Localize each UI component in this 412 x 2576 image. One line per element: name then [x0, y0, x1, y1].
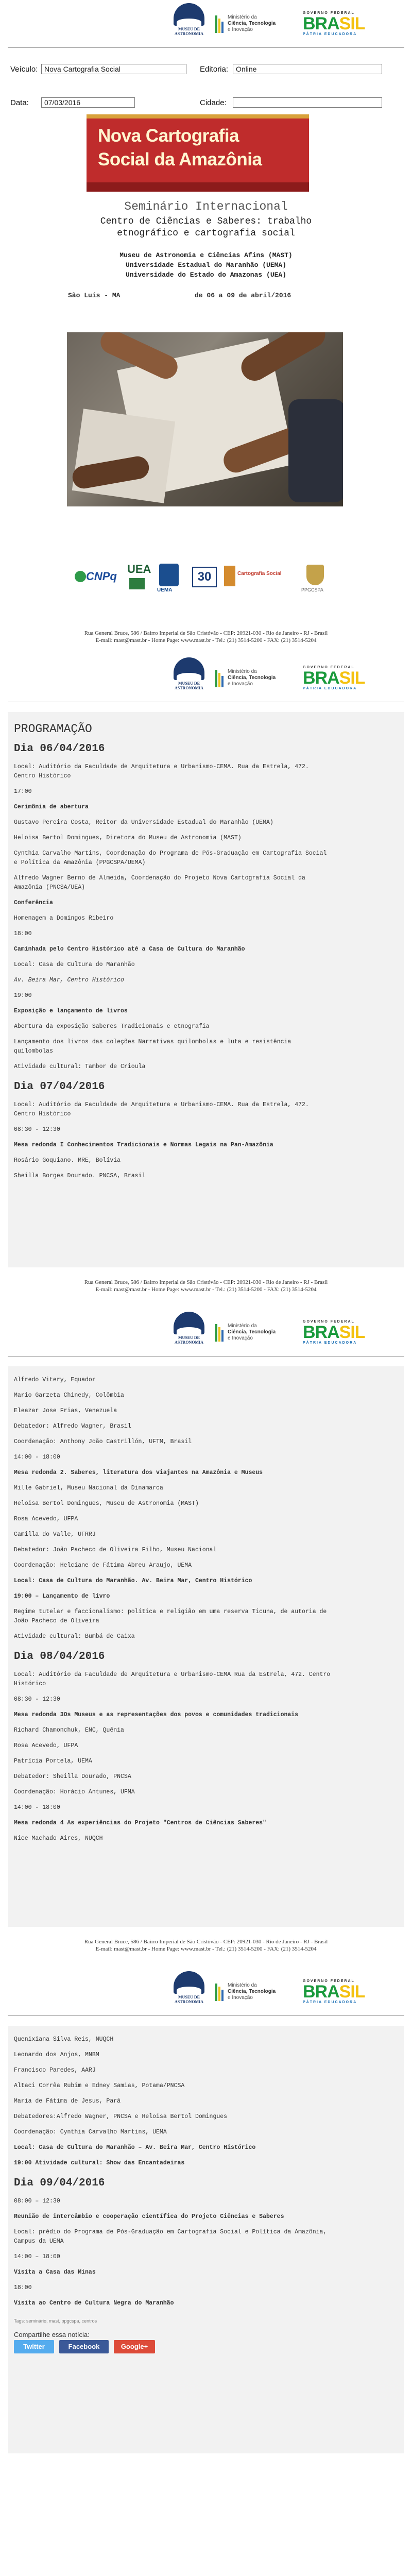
- ppgcspa-logo: PPGCSPA: [301, 562, 337, 598]
- city-label: Cidade:: [200, 98, 227, 107]
- d3-debaters: Debatedores:Alfredo Wagner, PNCSA e Heloisa Bertol Domingues: [14, 2113, 228, 2120]
- d2-culture: Atividade cultural: Bumbá de Caixa: [14, 1633, 135, 1640]
- d2-person2: Sheilla Borges Dourado. PNCSA, Brasil: [14, 1173, 146, 1179]
- city-field[interactable]: [233, 97, 382, 108]
- page-3: [0, 1309, 412, 1963]
- d1-expo1: Abertura da exposição Saberes Tradicionais e etnografia: [14, 1023, 210, 1030]
- observatory-icon: [174, 1971, 204, 1994]
- facebook-share-button[interactable]: Facebook: [59, 2340, 109, 2353]
- d2-panel1: Mesa redonda I Conhecimentos Tradicionais e Normas Legais na Pan-Amazônia: [14, 1142, 273, 1148]
- d1-expo2b: quilombolas: [14, 1048, 53, 1055]
- d3-speaker1: Nice Machado Aires, NUQCH: [14, 1835, 103, 1842]
- editoria-label: Editoria:: [200, 65, 229, 74]
- observatory-icon: [174, 657, 204, 680]
- ministry-line2: Ciência, Tecnologia: [228, 21, 276, 26]
- header-logos: [0, 0, 412, 47]
- divider: [8, 2015, 404, 2016]
- event-title3: etnográfico e cartografia social: [117, 228, 295, 239]
- d1-person3b: e Política da Amazônia (PPGCSPA/UEMA): [14, 859, 146, 866]
- d3-local2: Histórico: [14, 1681, 46, 1687]
- event-org1: Museu de Astronomia e Ciências Afins (MAST): [119, 251, 293, 259]
- mast-logo: [169, 3, 209, 44]
- brasil-logo: GOVERNO FEDERAL BRASIL PÁTRIA EDUCADORA: [303, 1979, 365, 2004]
- banner-line1: Nova Cartografia: [98, 126, 239, 146]
- d1-time2: 18:00: [14, 930, 32, 937]
- d4-time2: 14:00 – 18:00: [14, 2253, 60, 2260]
- d2-time2: 14:00 - 18:00: [14, 1454, 60, 1461]
- banner-line2: Social da Amazônia: [98, 149, 262, 170]
- mast-logo: MUSEU DE ASTRONOMIA: [169, 1971, 209, 2012]
- footer-address: Rua General Bruce, 586 / Bairro Imperial de São Cristóvão - CEP: 20921-030 - Rio de Janeiro - RJ - Brasil: [84, 1939, 328, 1945]
- d3-time3: 19:00 Atividade cultural: Show das Encantadeiras: [14, 2160, 185, 2166]
- museum-line1: MUSEU DE: [178, 27, 200, 31]
- d3-coord2: Coordenação: Cynthia Carvalho Martins, UEMA: [14, 2129, 167, 2136]
- d3-speaker3: Leonardo dos Anjos, MNBM: [14, 2052, 99, 2058]
- header-logos: [0, 1309, 412, 1356]
- d2-debater2: Debatedor: João Pacheco de Oliveira Filho, Museu Nacional: [14, 1547, 217, 1553]
- date-field[interactable]: 07/03/2016: [41, 97, 135, 108]
- cnpq-logo: CNPq: [75, 562, 121, 598]
- d1-person3: Cynthia Carvalho Martins, Coordenação do Programa de Pós-Graduação em Cartografia Social: [14, 850, 327, 857]
- date-label: Data:: [10, 98, 29, 107]
- tags-line: Tags: seminário, mast, ppgcspa, centros: [14, 2318, 97, 2324]
- d2-time3: 19:00 – Lançamento de livro: [14, 1593, 110, 1600]
- program-heading: PROGRAMAÇÃO: [14, 722, 92, 736]
- brasil-logo: [303, 11, 380, 40]
- anniversary-logo: 30: [189, 562, 219, 598]
- d2-panel2: Mesa redonda 2. Saberes, literatura dos viajantes na Amazônia e Museus: [14, 1469, 263, 1476]
- d3-panel1: Mesa redonda 3Os Museus e as representações dos povos e comunidades tradicionais: [14, 1711, 299, 1718]
- d3-local3: Local: Casa de Cultura do Maranhão – Av. Beira Mar, Centro Histórico: [14, 2144, 256, 2151]
- d2-book: Regime tutelar e faccionalismo: política e religião em uma reserva Ticuna, de autoria de: [14, 1608, 327, 1615]
- page-4: [0, 1968, 412, 2576]
- d4-time1: 08:00 – 12:30: [14, 2198, 60, 2205]
- d3-speaker6: Maria de Fátima de Jesus, Pará: [14, 2098, 121, 2105]
- ministry-line1: Ministério da: [228, 14, 257, 20]
- program-section-cont: [8, 1366, 404, 1927]
- d1-ceremony: Cerimônia de abertura: [14, 804, 89, 810]
- uea-logo: UEA: [126, 562, 153, 598]
- d2-person1: Rosário Goquiano. MRE, Bolívia: [14, 1157, 121, 1164]
- d1-person4b: Amazônia (PNCSA/UEA): [14, 884, 85, 891]
- event-photo: [67, 332, 343, 506]
- d3-person3: Patrícia Portela, UEMA: [14, 1758, 92, 1765]
- partner-logos: [75, 562, 342, 603]
- d1-person4: Alfredo Wagner Berno de Almeida, Coordenação do Projeto Nova Cartografia Social da: [14, 875, 305, 882]
- d2-coord: Coordenação: Anthony João Castrillón, UFTM, Brasil: [14, 1438, 192, 1445]
- vehicle-field[interactable]: Nova Cartografia Social: [41, 64, 186, 74]
- d1-walk: Caminhada pelo Centro Histórico até a Casa de Cultura do Maranhão: [14, 946, 245, 953]
- d2-person3: Alfredo Vitery, Equador: [14, 1377, 96, 1383]
- d1-expo: Exposição e lançamento de livros: [14, 1008, 128, 1014]
- d2-speaker3: Rosa Acevedo, UFPA: [14, 1516, 78, 1522]
- d3-time2: 14:00 - 18:00: [14, 1804, 60, 1811]
- ministry-line3: e Inovação: [228, 27, 253, 32]
- footer-contact: E-mail: mast@mast.br - Home Page: www.mast.br - Tel.: (21) 3514-5200 - FAX: (21) 3514-5204: [95, 637, 317, 643]
- program-section: [8, 712, 404, 1267]
- divider: [8, 47, 404, 48]
- brasil-logo: GOVERNO FEDERAL BRASIL PÁTRIA EDUCADORA: [303, 666, 365, 690]
- page-2: [0, 654, 412, 1303]
- d2-debater: Debatedor: Alfredo Wagner, Brasil: [14, 1423, 131, 1430]
- d2-time1: 08:30 - 12:30: [14, 1126, 60, 1133]
- d1-time1: 17:00: [14, 788, 32, 795]
- d1-person1: Gustavo Pereira Costa, Reitor da Universidade Estadual do Maranhão (UEMA): [14, 819, 273, 826]
- ministry-logo: Ministério da Ciência, Tecnologia e Inovação: [215, 1323, 293, 1344]
- day4-heading: Dia 09/04/2016: [14, 2177, 105, 2189]
- d3-person1: Richard Chamonchuk, ENC, Quênia: [14, 1727, 124, 1734]
- d3-panel2: Mesa redonda 4 As experiências do Projeto "Centros de Ciências Saberes": [14, 1820, 266, 1826]
- d3-speaker2: Quenixiana Silva Reis, NUQCH: [14, 2036, 114, 2043]
- event-title2: Centro de Ciências e Saberes: trabalho: [100, 216, 312, 227]
- gov-top: GOVERNO FEDERAL: [303, 11, 355, 15]
- d4-visit1: Visita a Casa das Minas: [14, 2269, 96, 2276]
- event-org3: Universidade do Estado do Amazonas (UEA): [125, 271, 287, 279]
- header-logos: [0, 1968, 412, 2015]
- d2-speaker2: Heloisa Bertol Domingues, Museu de Astronomia (MAST): [14, 1500, 199, 1507]
- d3-debater: Debatedor: Sheilla Dourado, PNCSA: [14, 1773, 131, 1780]
- d1-culture: Atividade cultural: Tambor de Crioula: [14, 1063, 146, 1070]
- twitter-share-button[interactable]: Twitter: [14, 2340, 54, 2353]
- d1-walk-local: Local: Casa de Cultura do Maranhão: [14, 961, 135, 968]
- footer-address: Rua General Bruce, 586 / Bairro Imperial de São Cristóvão - CEP: 20921-030 - Rio de Janeiro - RJ - Brasil: [84, 630, 328, 636]
- d1-walk-addr: Av. Beira Mar, Centro Histórico: [14, 977, 124, 984]
- day3-heading: Dia 08/04/2016: [14, 1651, 105, 1663]
- brasil-logo: GOVERNO FEDERAL BRASIL PÁTRIA EDUCADORA: [303, 1320, 365, 1345]
- uema-logo: UEMA: [157, 562, 184, 598]
- d1-local: Local: Auditório da Faculdade de Arquitetura e Urbanismo-CEMA. Rua da Estrela, 472.: [14, 764, 309, 770]
- d3-local: Local: Auditório da Faculdade de Arquitetura e Urbanismo-CEMA Rua da Estrela, 472. Centro: [14, 1671, 331, 1678]
- editoria-field[interactable]: Online: [233, 64, 382, 74]
- museum-line2: ASTRONOMIA: [174, 31, 203, 36]
- brasil-word: BRASIL: [303, 14, 365, 33]
- ministry-icon: [215, 1984, 225, 2001]
- vehicle-label: Veículo:: [10, 65, 38, 74]
- observatory-icon: [174, 3, 204, 26]
- footer-address: Rua General Bruce, 586 / Bairro Imperial de São Cristóvão - CEP: 20921-030 - Rio de Janeiro - RJ - Brasil: [84, 1279, 328, 1285]
- event-org2: Universidade Estadual do Maranhão (UEMA): [125, 261, 287, 269]
- d2-person5: Eleazar Jose Frias, Venezuela: [14, 1408, 117, 1414]
- google-share-button[interactable]: Google+: [114, 2340, 155, 2353]
- d4-visit2: Visita ao Centro de Cultura Negra do Maranhão: [14, 2300, 174, 2307]
- day1-heading: Dia 06/04/2016: [14, 743, 105, 755]
- gov-bottom: PÁTRIA EDUCADORA: [303, 32, 357, 36]
- d2-local3: Local: Casa de Cultura do Maranhão. Av. Beira Mar, Centro Histórico: [14, 1578, 252, 1584]
- cartografia-logo: Cartografia Social: [224, 562, 291, 598]
- d2-speaker4: Camilla do Valle, UFRRJ: [14, 1531, 96, 1538]
- d2-person4: Mario Garzeta Chinedy, Colômbia: [14, 1392, 124, 1399]
- d1-local2: Centro Histórico: [14, 773, 71, 779]
- d4-meeting: Reunião de intercâmbio e cooperação científica do Projeto Ciências e Saberes: [14, 2213, 284, 2220]
- header-logos: [0, 654, 412, 702]
- event-title1: Seminário Internacional: [124, 200, 288, 213]
- d4-local: Local: prédio do Programa de Pós-Graduação em Cartografia Social e Política da Amazônia,: [14, 2229, 327, 2235]
- d4-local2: Campus da UEMA: [14, 2238, 64, 2245]
- d2-local2: Centro Histórico: [14, 1111, 71, 1117]
- d3-speaker5: Altaci Corrêa Rubim e Edney Samias, Potama/PNCSA: [14, 2082, 185, 2089]
- observatory-icon: [174, 1312, 204, 1334]
- mast-logo: MUSEU DE ASTRONOMIA: [169, 1312, 209, 1353]
- d3-time1: 08:30 - 12:30: [14, 1696, 60, 1703]
- d3-coord: Coordenação: Horácio Antunes, UFMA: [14, 1789, 135, 1795]
- ministry-logo: Ministério da Ciência, Tecnologia e Inovação: [215, 1982, 293, 2003]
- ministry-icon: [215, 670, 225, 687]
- d1-expo2: Lançamento dos livros das coleções Narrativas quilombolas e luta e resistência: [14, 1039, 291, 1045]
- d2-speaker1: Mille Gabriel, Museu Nacional da Dinamarca: [14, 1485, 163, 1492]
- d3-person2: Rosa Acevedo, UFPA: [14, 1742, 78, 1749]
- d2-local: Local: Auditório da Faculdade de Arquitetura e Urbanismo-CEMA. Rua da Estrela, 472.: [14, 1101, 309, 1108]
- d1-time3: 19:00: [14, 992, 32, 999]
- d1-homage: Homenagem a Domingos Ribeiro: [14, 915, 114, 922]
- page-1: [0, 0, 412, 644]
- ministry-icon: [215, 1324, 225, 1342]
- program-section-end: [8, 2026, 404, 2453]
- d1-person2: Heloisa Bertol Domingues, Diretora do Museu de Astronomia (MAST): [14, 835, 242, 841]
- d1-conference: Conferência: [14, 900, 53, 906]
- footer-contact: E-mail: mast@mast.br - Home Page: www.mast.br - Tel.: (21) 3514-5200 - FAX: (21) 3514-5204: [95, 1946, 317, 1952]
- share-label: Compartilhe essa notícia:: [14, 2331, 90, 2338]
- d3-speaker4: Francisco Paredes, AARJ: [14, 2067, 96, 2074]
- ministry-logo: [215, 14, 293, 35]
- event-dates: de 06 a 09 de abril/2016: [195, 292, 291, 299]
- mast-logo: MUSEU DE ASTRONOMIA: [169, 657, 209, 699]
- event-banner: [87, 114, 309, 192]
- ministry-logo: Ministério da Ciência, Tecnologia e Inovação: [215, 669, 293, 689]
- ministry-icon: [215, 15, 225, 33]
- event-place: São Luís - MA: [68, 292, 121, 299]
- footer-contact: E-mail: mast@mast.br - Home Page: www.mast.br - Tel.: (21) 3514-5200 - FAX: (21) 3514-5204: [95, 1286, 317, 1293]
- d2-coord2: Coordenação: Helciane de Fátima Abreu Araujo, UEMA: [14, 1562, 192, 1569]
- day2-heading: Dia 07/04/2016: [14, 1081, 105, 1093]
- d2-book-author: João Pacheco de Oliveira: [14, 1618, 99, 1624]
- divider: [8, 1356, 404, 1357]
- d4-time3: 18:00: [14, 2284, 32, 2291]
